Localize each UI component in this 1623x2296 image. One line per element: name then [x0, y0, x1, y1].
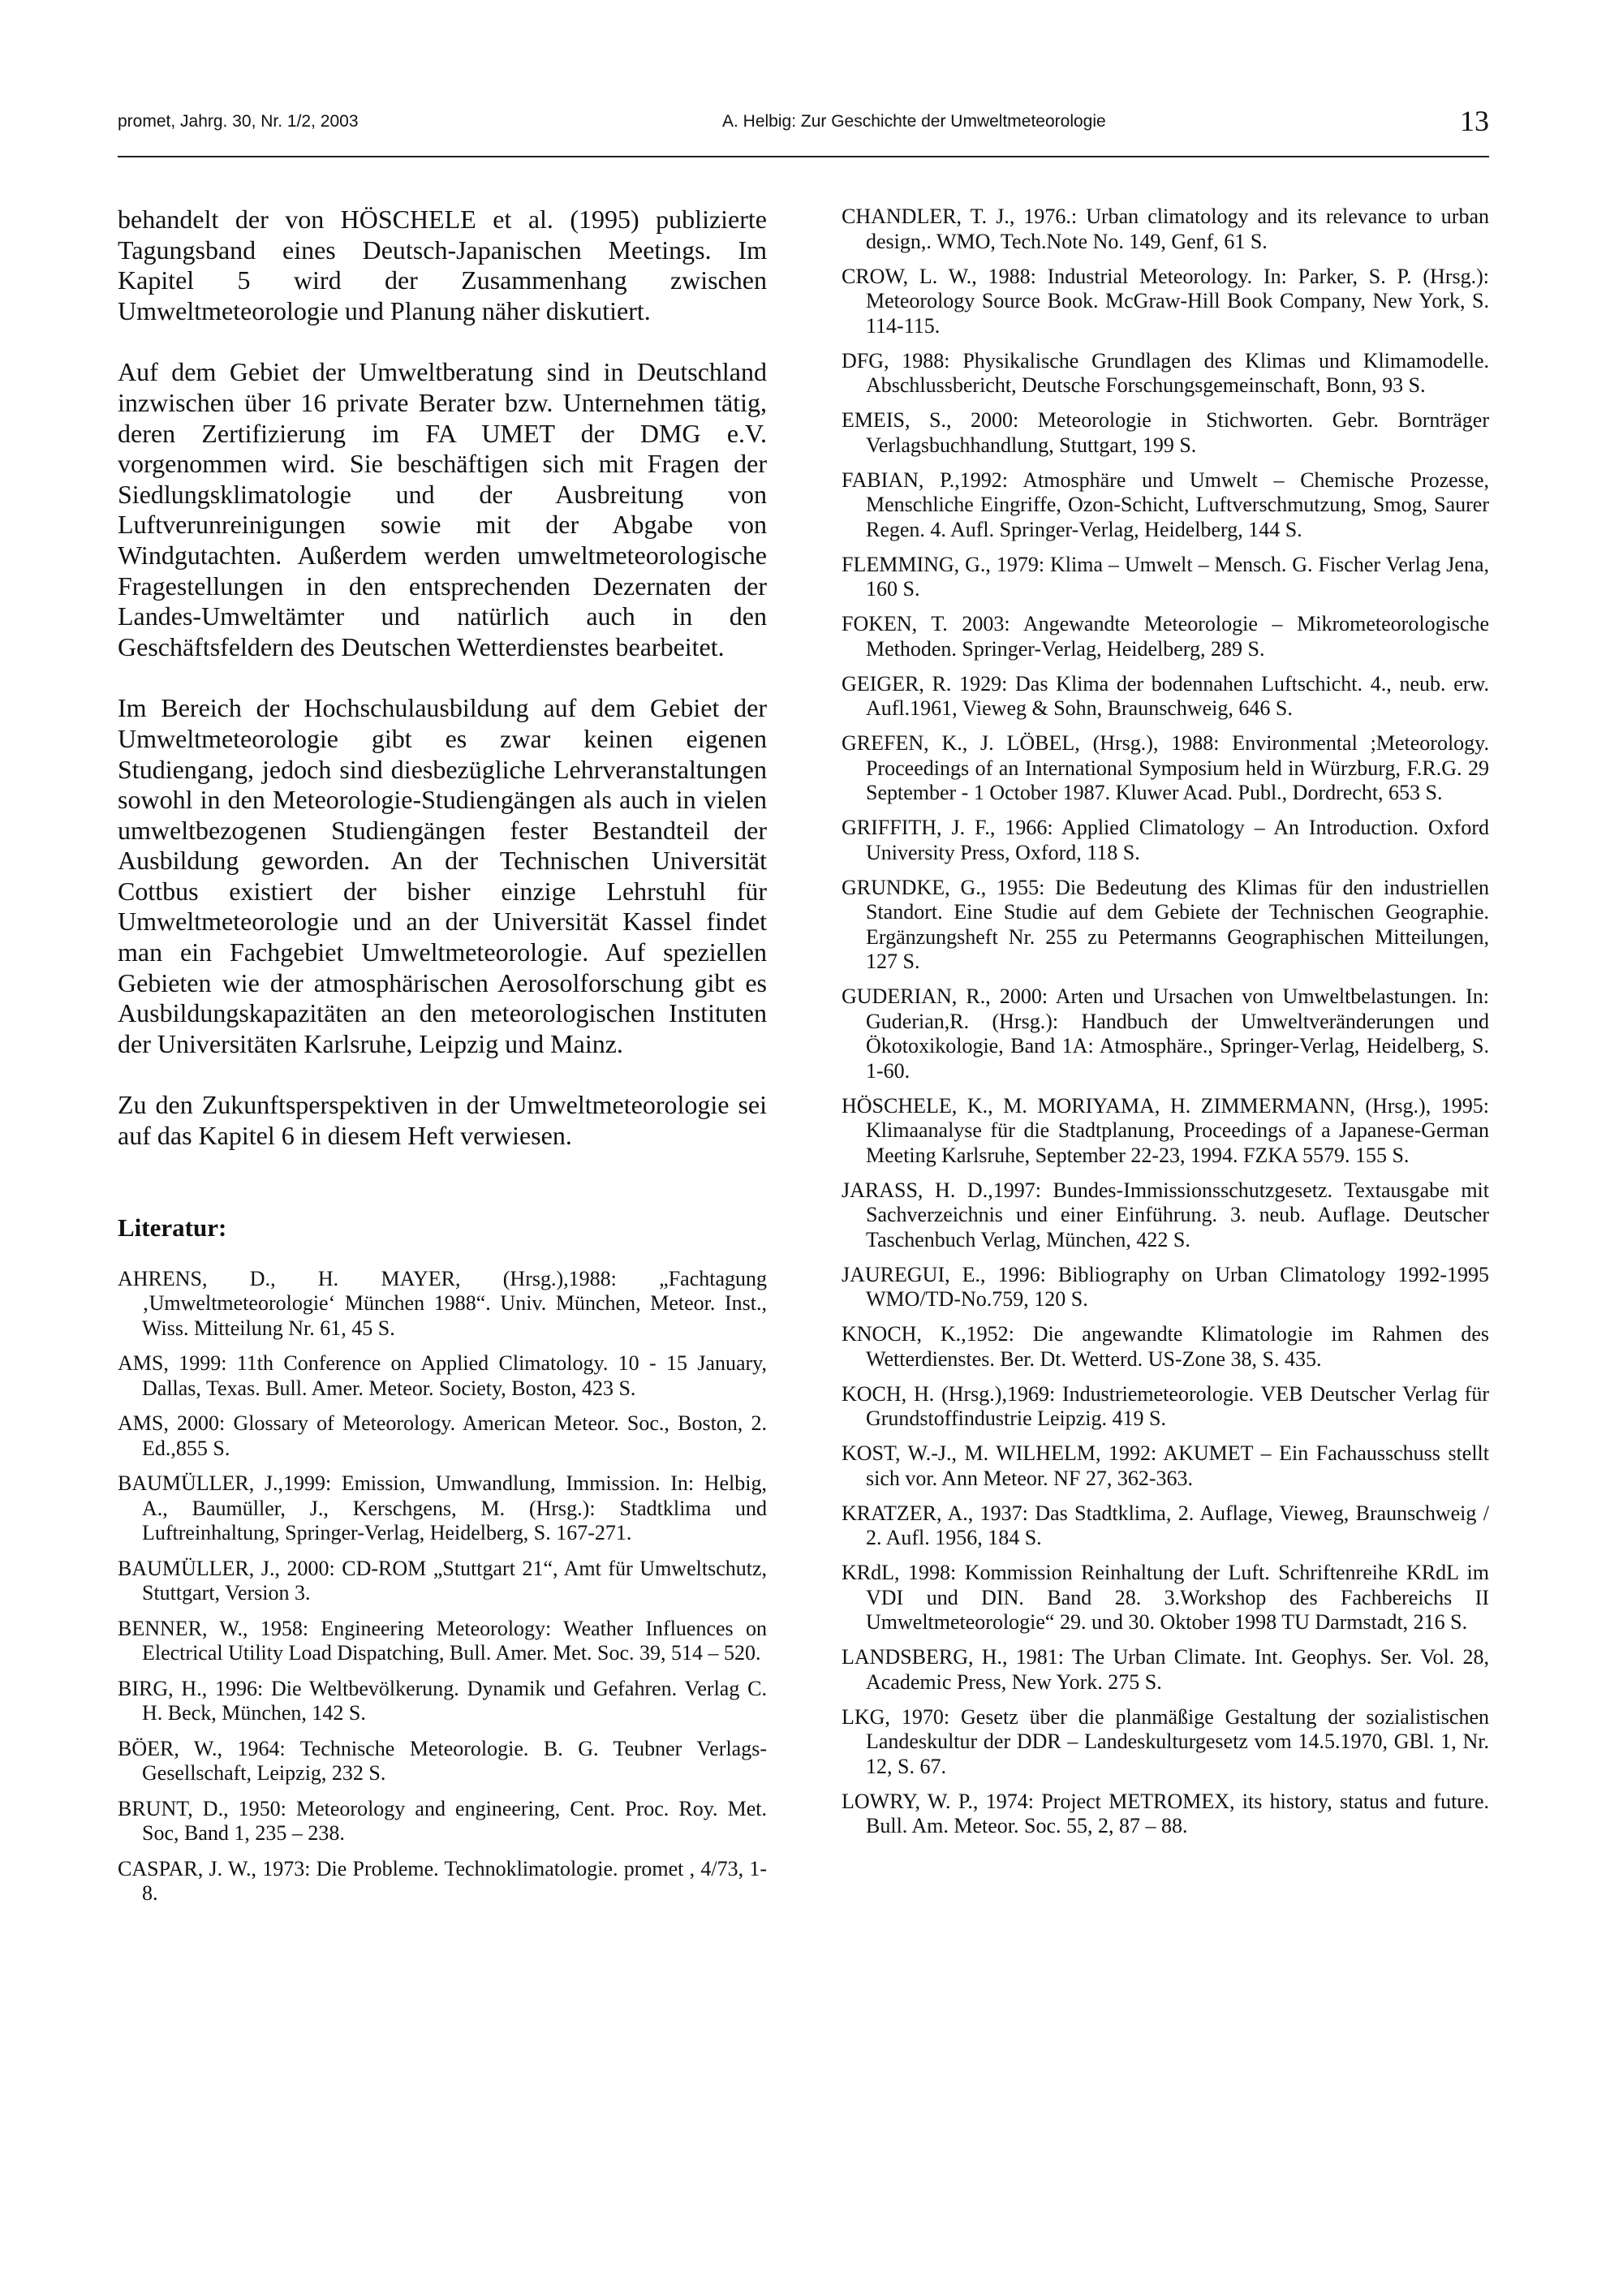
reference-entry: EMEIS, S., 2000: Meteorologie in Stichworten. Gebr. Bornträger Verlagsbuchhandlung, Stuttgart, 199 S. [842, 408, 1489, 457]
body-paragraph: Zu den Zukunftsperspektiven in der Umweltmeteorologie sei auf das Kapitel 6 in diesem Heft verwiesen. [118, 1090, 767, 1151]
reference-entry: BÖER, W., 1964: Technische Meteorologie. B. G. Teubner Verlags-Gesellschaft, Leipzig, 232 S. [118, 1736, 767, 1786]
reference-entry: GUDERIAN, R., 2000: Arten und Ursachen von Umweltbelastungen. In: Guderian,R. (Hrsg.): Handbuch der Umweltveränderungen und Ökotoxikologie, Band 1A: Atmosphäre., Springer-Verlag, Heidelberg, S. 1-60. [842, 984, 1489, 1083]
reference-entry: GRUNDKE, G., 1955: Die Bedeutung des Klimas für den industriellen Standort. Eine Studie auf dem Gebiete der Technischen Geographie. Ergänzungsheft Nr. 255 zu Petermanns Geographischen Mitteilungen, 127 S. [842, 875, 1489, 973]
reference-entry: CHANDLER, T. J., 1976.: Urban climatology and its relevance to urban design,. WMO, Tech.Note No. 149, Genf, 61 S. [842, 205, 1489, 253]
reference-entry: CASPAR, J. W., 1973: Die Probleme. Technoklimatologie. promet , 4/73, 1-8. [118, 1856, 767, 1906]
body-paragraph: behandelt der von HÖSCHELE et al. (1995) publizierte Tagungsband eines Deutsch-Japanischen Meetings. Im Kapitel 5 wird der Zusammenhang zwischen Umweltmeteorologie und Planung näher diskutiert. [118, 205, 767, 325]
reference-entry: AMS, 2000: Glossary of Meteorology. American Meteor. Soc., Boston, 2. Ed.,855 S. [118, 1411, 767, 1460]
reference-entry: KRdL, 1998: Kommission Reinhaltung der Luft. Schriftenreihe KRdL im VDI und DIN. Band 28. 3.Workshop des Fachbereichs II Umweltmeteorologie“ 29. und 30. Oktober 1998 TU Darmstadt, 216 S. [842, 1561, 1489, 1634]
right-column [842, 205, 1489, 1849]
reference-entry: FOKEN, T. 2003: Angewandte Meteorologie – Mikrometeorologische Methoden. Springer-Verlag, Heidelberg, 289 S. [842, 612, 1489, 661]
reference-entry: CROW, L. W., 1988: Industrial Meteorology. In: Parker, S. P. (Hrsg.): Meteorology Source Book. McGraw-Hill Book Company, New York, S. 114-115. [842, 264, 1489, 338]
reference-entry: HÖSCHELE, K., M. MORIYAMA, H. ZIMMERMANN, (Hrsg.), 1995: Klimaanalyse für die Stadtplanung, Proceedings of a Japanese-German Meeting Karlsruhe, September 22-23, 1994. FZKA 5579. 155 S. [842, 1093, 1489, 1167]
reference-entry: LKG, 1970: Gesetz über die planmäßige Gestaltung der sozialistischen Landeskultur der DDR – Landeskulturgesetz vom 14.5.1970, GBl. 1, Nr. 12, S. 67. [842, 1704, 1489, 1778]
reference-entry: FLEMMING, G., 1979: Klima – Umwelt – Mensch. G. Fischer Verlag Jena, 160 S. [842, 552, 1489, 601]
reference-entry: LANDSBERG, H., 1981: The Urban Climate. Int. Geophys. Ser. Vol. 28, Academic Press, New York. 275 S. [842, 1645, 1489, 1694]
reference-entry: JARASS, H. D.,1997: Bundes-Immissionsschutzgesetz. Textausgabe mit Sachverzeichnis und einer Einführung. 3. neub. Auflage. Deutscher Taschenbuch Verlag, München, 422 S. [842, 1178, 1489, 1251]
reference-entry: BENNER, W., 1958: Engineering Meteorology: Weather Influences on Electrical Utility Load Dispatching, Bull. Amer. Met. Soc. 39, 514 – 520. [118, 1616, 767, 1665]
reference-entry: AHRENS, D., H. MAYER, (Hrsg.),1988: „Fachtagung ‚Umweltmeteorologie‘ München 1988“. Univ. München, Meteor. Inst., Wiss. Mitteilung Nr. 61, 45 S. [118, 1266, 767, 1340]
page-number: 13 [1460, 105, 1489, 137]
reference-entry: GEIGER, R. 1929: Das Klima der bodennahen Luftschicht. 4., neub. erw. Aufl.1961, Vieweg & Sohn, Braunschweig, 646 S. [842, 671, 1489, 720]
reference-entry: KRATZER, A., 1937: Das Stadtklima, 2. Auflage, Vieweg, Braunschweig / 2. Aufl. 1956, 184 S. [842, 1501, 1489, 1549]
page-header [118, 104, 1489, 157]
left-column [118, 205, 767, 1917]
reference-entry: JAUREGUI, E., 1996: Bibliography on Urban Climatology 1992-1995 WMO/TD-No.759, 120 S. [842, 1262, 1489, 1311]
reference-entry: BAUMÜLLER, J.,1999: Emission, Umwandlung, Immission. In: Helbig, A., Baumüller, J., Kerschgens, M. (Hrsg.): Stadtklima und Luftreinhaltung, Springer-Verlag, Heidelberg, S. 167-271. [118, 1471, 767, 1545]
reference-entry: KOST, W.-J., M. WILHELM, 1992: AKUMET – Ein Fachausschuss stellt sich vor. Ann Meteor. NF 27, 362-363. [842, 1441, 1489, 1490]
body-paragraph: Auf dem Gebiet der Umweltberatung sind in Deutschland inzwischen über 16 private Berater bzw. Unternehmen tätig, deren Zertifizierung im FA UMET der DMG e.V. vorgenommen wird. Sie beschäftigen sich mit Fragen der Siedlungsklimatologie und der Ausbreitung von Luftverunreinigungen sowie mit der Abgabe von Windgutachten. Außerdem werden umweltmeteorologische Fragestellungen in den entsprechenden Dezernaten der Landes-Umweltämter und natürlich auch in den Geschäftsfeldern des Deutschen Wetterdienstes bearbeitet. [118, 357, 767, 661]
reference-entry: AMS, 1999: 11th Conference on Applied Climatology. 10 - 15 January, Dallas, Texas. Bull. Amer. Meteor. Society, Boston, 423 S. [118, 1351, 767, 1400]
reference-entry: GREFEN, K., J. LÖBEL, (Hrsg.), 1988: Environmental ;Meteorology. Proceedings of an International Symposium held in Würzburg, F.R.G. 29 September - 1 October 1987. Kluwer Acad. Publ., Dordrecht, 653 S. [842, 731, 1489, 804]
reference-entry: FABIAN, P.,1992: Atmosphäre und Umwelt – Chemische Prozesse, Menschliche Eingriffe, Ozon-Schicht, Luftverschmutzung, Smog, Saurer Regen. 4. Aufl. Springer-Verlag, Heidelberg, 144 S. [842, 467, 1489, 541]
reference-entry: BAUMÜLLER, J., 2000: CD-ROM „Stuttgart 21“, Amt für Umweltschutz, Stuttgart, Version 3. [118, 1556, 767, 1605]
reference-entry: GRIFFITH, J. F., 1966: Applied Climatology – An Introduction. Oxford University Press, Oxford, 118 S. [842, 816, 1489, 864]
reference-entry: BRUNT, D., 1950: Meteorology and engineering, Cent. Proc. Roy. Met. Soc, Band 1, 235 – 238. [118, 1796, 767, 1846]
running-title: A. Helbig: Zur Geschichte der Umweltmeteorologie [722, 112, 1106, 131]
reference-entry: DFG, 1988: Physikalische Grundlagen des Klimas und Klimamodelle. Abschlussbericht, Deutsche Forschungsgemeinschaft, Bonn, 93 S. [842, 348, 1489, 397]
reference-entry: LOWRY, W. P., 1974: Project METROMEX, its history, status and future. Bull. Am. Meteor. Soc. 55, 2, 87 – 88. [842, 1789, 1489, 1837]
body-paragraph: Im Bereich der Hochschulausbildung auf dem Gebiet der Umweltmeteorologie gibt es zwar keinen eigenen Studiengang, jedoch sind diesbezügliche Lehrveranstaltungen sowohl in den Meteorologie-Studiengängen als auch in vielen umweltbezogenen Studiengängen fester Bestandteil der Ausbildung geworden. An der Technischen Universität Cottbus existiert der bisher einzige Lehrstuhl für Umweltmeteorologie und an der Universität Kassel findet man ein Fachgebiet Umweltmeteorologie. Auf speziellen Gebieten wie der atmosphärischen Aerosolforschung gibt es Ausbildungskapazitäten an den meteorologischen Instituten der Universitäten Karlsruhe, Leipzig und Mainz. [118, 693, 767, 1058]
reference-entry: BIRG, H., 1996: Die Weltbevölkerung. Dynamik und Gefahren. Verlag C. H. Beck, München, 142 S. [118, 1676, 767, 1725]
journal-citation: promet, Jahrg. 30, Nr. 1/2, 2003 [118, 112, 359, 131]
reference-entry: KOCH, H. (Hrsg.),1969: Industriemeteorologie. VEB Deutscher Verlag für Grundstoffindustrie Leipzig. 419 S. [842, 1381, 1489, 1430]
literature-heading: Literatur: [118, 1213, 227, 1242]
reference-entry: KNOCH, K.,1952: Die angewandte Klimatologie im Rahmen des Wetterdienstes. Ber. Dt. Wetterd. US-Zone 38, S. 435. [842, 1322, 1489, 1371]
